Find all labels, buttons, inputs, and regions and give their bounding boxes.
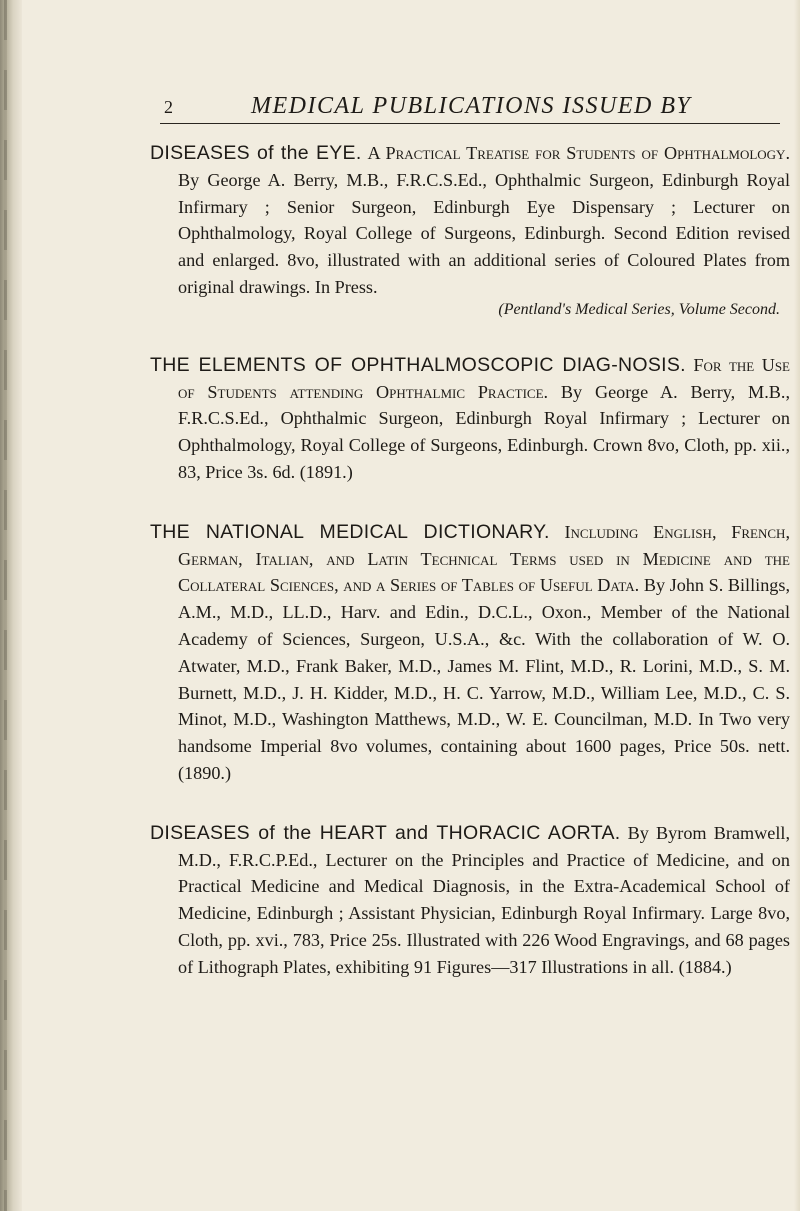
catalogue-entry [150,519,790,787]
entry-subtitle: For the Use of Students attending Ophthalmic Practice. [178,354,791,402]
entry-subtitle: A Practical Treatise for Students of Ophthalmology. [367,143,790,163]
series-note: (Pentland's Medical Series, Volume Second. [498,300,780,318]
catalogue-entry [150,820,790,981]
page-header [164,93,760,123]
entry-title: THE NATIONAL MEDICAL DICTIONARY. [150,520,550,543]
page-number: 2 [164,97,173,117]
page-edge [794,0,800,1211]
entry-body: By George A. Berry, M.B., F.R.C.S.Ed., Ophthalmic Surgeon, Edinburgh Royal Infirmary ; Lecturer on Ophthalmology, Royal College of Surgeons, Edinburgh. Crown 8vo, Cloth, pp. xii., 83, Price 3s. 6d. (1891.) [178,381,790,482]
entry-body: By John S. Billings, A.M., M.D., LL.D., Harv. and Edin., D.C.L., Oxon., Member of the National Academy of Sciences, Surgeon, U.S.A., &c. With the collaboration of W. O. Atwater, M.D., Frank Baker, M.D., James M. Flint, M.D., R. Lorini, M.D., S. M. Burnett, M.D., J. H. Kidder, M.D., H. C. Yarrow, M.D., William Lee, M.D., C. S. Minot, M.D., Washington Matthews, M.D., W. E. Councilman, M.D. In Two very handsome Imperial 8vo volumes, containing about 1600 pages, Price 50s. nett. (1890.) [178,575,791,783]
header-rule [160,123,780,124]
entry-title: THE ELEMENTS OF OPHTHALMOSCOPIC DIAG-NOSIS. [150,353,686,376]
book-spine-shadow [0,0,22,1211]
catalogue-entry [150,352,790,486]
running-title: MEDICAL PUBLICATIONS ISSUED BY [251,93,692,119]
entry-body: By Byrom Bramwell, M.D., F.R.C.P.Ed., Lecturer on the Principles and Practice of Medicine, and on Practical Medicine and Medical Diagnosis, in the Extra-Academical School of Medicine, Edinburgh ; Assistant Physician, Edinburgh Royal Infirmary. Large 8vo, Cloth, pp. xvi., 783, Price 25s. Illustrated with 226 Wood Engravings, and 68 pages of Lithograph Plates, exhibiting 91 Figures—317 Illustrations in all. (1884.) [178,822,791,977]
entry-body: By George A. Berry, M.B., F.R.C.S.Ed., Ophthalmic Surgeon, Edinburgh Royal Infirmary ; Senior Surgeon, Edinburgh Eye Dispensary ; Lecturer on Ophthalmology, Royal College of Surgeons, Edinburgh. Second Edition revised and enlarged. 8vo, illustrated with an additional series of Coloured Plates from original drawings. In Press. [178,169,790,297]
entry-title: DISEASES of the HEART and THORACIC AORTA. [150,821,621,844]
catalogue-list [150,140,790,1014]
entry-subtitle: Including English, French, German, Italian, and Latin Technical Terms used in Medicine and the Collateral Sciences, and a Series of Tables of Useful Data. [178,521,790,596]
catalogue-entry [150,140,790,301]
entry-title: DISEASES of the EYE. [150,142,362,164]
